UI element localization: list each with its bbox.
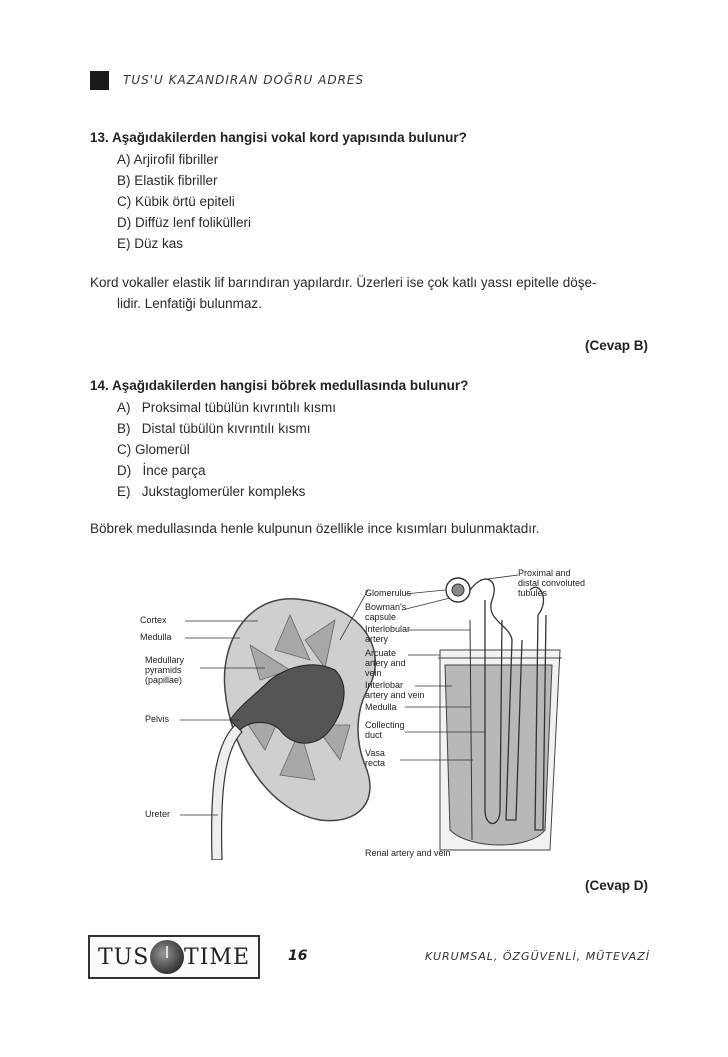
tustime-logo xyxy=(88,935,260,979)
clock-icon xyxy=(150,940,184,974)
question-14-answer: (Cevap D) xyxy=(584,878,648,893)
question-14-title: 14. Aşağıdakilerden hangisi böbrek medullasında bulunur? xyxy=(90,378,469,393)
label-renal-artery-vein: Renal artery and vein xyxy=(365,848,451,858)
header-square-icon xyxy=(90,71,109,90)
page-number: 16 xyxy=(288,948,308,964)
question-13-explanation-line1: Kord vokaller elastik lif barındıran yapılardır. Üzerleri ise çok katlı yassı epitelle döşe- xyxy=(90,275,597,290)
label-collecting-duct: Collecting duct xyxy=(365,720,405,740)
label-interlobar-artery: Interlobar artery and vein xyxy=(365,680,425,700)
logo-word-right: TIME xyxy=(184,944,250,970)
label-convoluted-tubules: Proximal and distal convoluted tubules xyxy=(518,568,586,598)
logo-word-left: TUS xyxy=(98,944,150,970)
kidney-figure xyxy=(140,560,620,860)
ureter xyxy=(212,725,242,860)
question-14-option-d: D) İnce parça xyxy=(117,463,206,478)
question-13-option-d: D) Diffüz lenf folikülleri xyxy=(117,215,252,230)
label-vasa-recta: Vasa recta xyxy=(365,748,386,768)
question-13-option-e: E) Düz kas xyxy=(117,236,184,251)
label-pelvis: Pelvis xyxy=(145,714,170,724)
question-14-option-b: B) Distal tübülün kıvrıntılı kısmı xyxy=(117,421,311,436)
question-13-answer: (Cevap B) xyxy=(584,338,648,353)
question-14-explanation: Böbrek medullasında henle kulpunun özellikle ince kısımları bulunmaktadır. xyxy=(90,521,540,536)
page-header xyxy=(90,70,364,90)
question-13-option-c: C) Kübik örtü epiteli xyxy=(117,194,235,209)
footer-motto: KURUMSAL, ÖZGÜVENLİ, MÜTEVAZİ xyxy=(424,950,650,963)
header-title: TUS'U KAZANDIRAN DOĞRU ADRES xyxy=(123,73,365,87)
nephron-diagram xyxy=(438,578,562,850)
label-bowmans-capsule: Bowman's capsule xyxy=(365,602,407,622)
label-interlobular-artery: Interlobular artery xyxy=(365,624,411,644)
label-glomerulus: Glomerulus xyxy=(365,588,412,598)
question-14-option-c: C) Glomerül xyxy=(117,442,190,457)
label-medulla-left: Medulla xyxy=(140,632,172,642)
question-13-explanation-line2: lidir. Lenfatiği bulunmaz. xyxy=(117,296,262,311)
question-14-option-e: E) Jukstaglomerüler kompleks xyxy=(117,484,306,499)
label-arcuate-artery: Arcuate artery and vein xyxy=(365,648,406,678)
question-13-explanation xyxy=(90,272,650,314)
label-medullary-pyramids: Medullary pyramids (papillae) xyxy=(145,655,185,685)
question-14-option-a: A) Proksimal tübülün kıvrıntılı kısmı xyxy=(117,400,337,415)
label-ureter: Ureter xyxy=(145,809,171,819)
label-medulla-right: Medulla xyxy=(365,702,397,712)
label-cortex: Cortex xyxy=(140,615,167,625)
question-13-title: 13. Aşağıdakilerden hangisi vokal kord yapısında bulunur? xyxy=(90,130,467,145)
question-13-option-a: A) Arjirofil fibriller xyxy=(117,152,219,167)
question-13-option-b: B) Elastik fibriller xyxy=(117,173,218,188)
